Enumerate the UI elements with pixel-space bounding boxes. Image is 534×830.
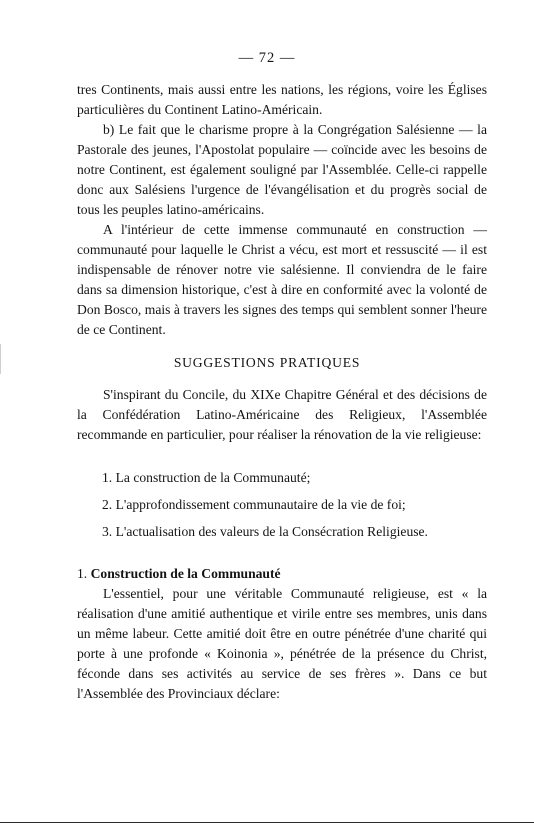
page-number: — 72 — [238, 50, 296, 66]
subsection-paragraph: L'essentiel, pour une véritable Communauté religieuse, est « la réalisation d'une amitié authentique et virile entre ses membres, unis dans un même labeur. Cette amitié doit être en outre pénétrée d'une charité qui porte à une profonde « Koinonia », pénétrée de la présence du Christ, féconde dans ses activités au service de ses frères ». Dans ce but l'Assemblée des Provinciaux déclare: [77, 586, 487, 701]
list-item: 1. La construction de la Communauté; [102, 470, 311, 485]
page-bottom-edge [0, 822, 534, 823]
paragraph-b: b) Le fait que le charisme propre à la Congrégation Salésienne — la Pastorale des jeunes, l'Apostolat populaire — coïncide avec les besoins de notre Continent, est également souligné par l'Assemblée. Celle-ci rappelle donc aux Salésiens l'urgence de l'évangélisation et du progrès social de tous les peuples latino-américains. [77, 122, 487, 217]
list-item: 2. L'approfondissement communautaire de la vie de foi; [102, 497, 406, 512]
subsection-title [77, 564, 281, 584]
subsection-title-text: Construction de la Communauté [90, 566, 281, 581]
suggestions-list [102, 468, 487, 549]
paragraph-interieur: A l'intérieur de cette immense communauté en construction — communauté pour laquelle le Christ a vécu, est mort et ressuscité — il est indispensable de rénover notre vie salésienne. Il conviendra de le faire dans sa dimension historique, c'est à dire en conformité avec la volonté de Don Bosco, mais à travers les signes des temps qui semblent sonner l'heure de ce Continent. [77, 222, 487, 337]
section-heading: SUGGESTIONS PRATIQUES [173, 355, 361, 370]
body-text-top [77, 80, 487, 340]
subsection-number: 1. [77, 566, 88, 581]
scan-edge-mark [0, 344, 1, 374]
paragraph-continuation: tres Continents, mais aussi entre les nations, les régions, voire les Églises particulières du Continent Latino-Américain. [77, 82, 487, 117]
body-text-subsection [77, 584, 487, 704]
body-text-intro [77, 385, 487, 445]
list-item: 3. L'actualisation des valeurs de la Consécration Religieuse. [102, 524, 428, 539]
intro-paragraph: S'inspirant du Concile, du XIXe Chapitre Général et des décisions de la Confédération Latino-Américaine des Religieux, l'Assemblée recommande en particulier, pour réaliser la rénovation de la vie religieuse: [77, 387, 487, 442]
